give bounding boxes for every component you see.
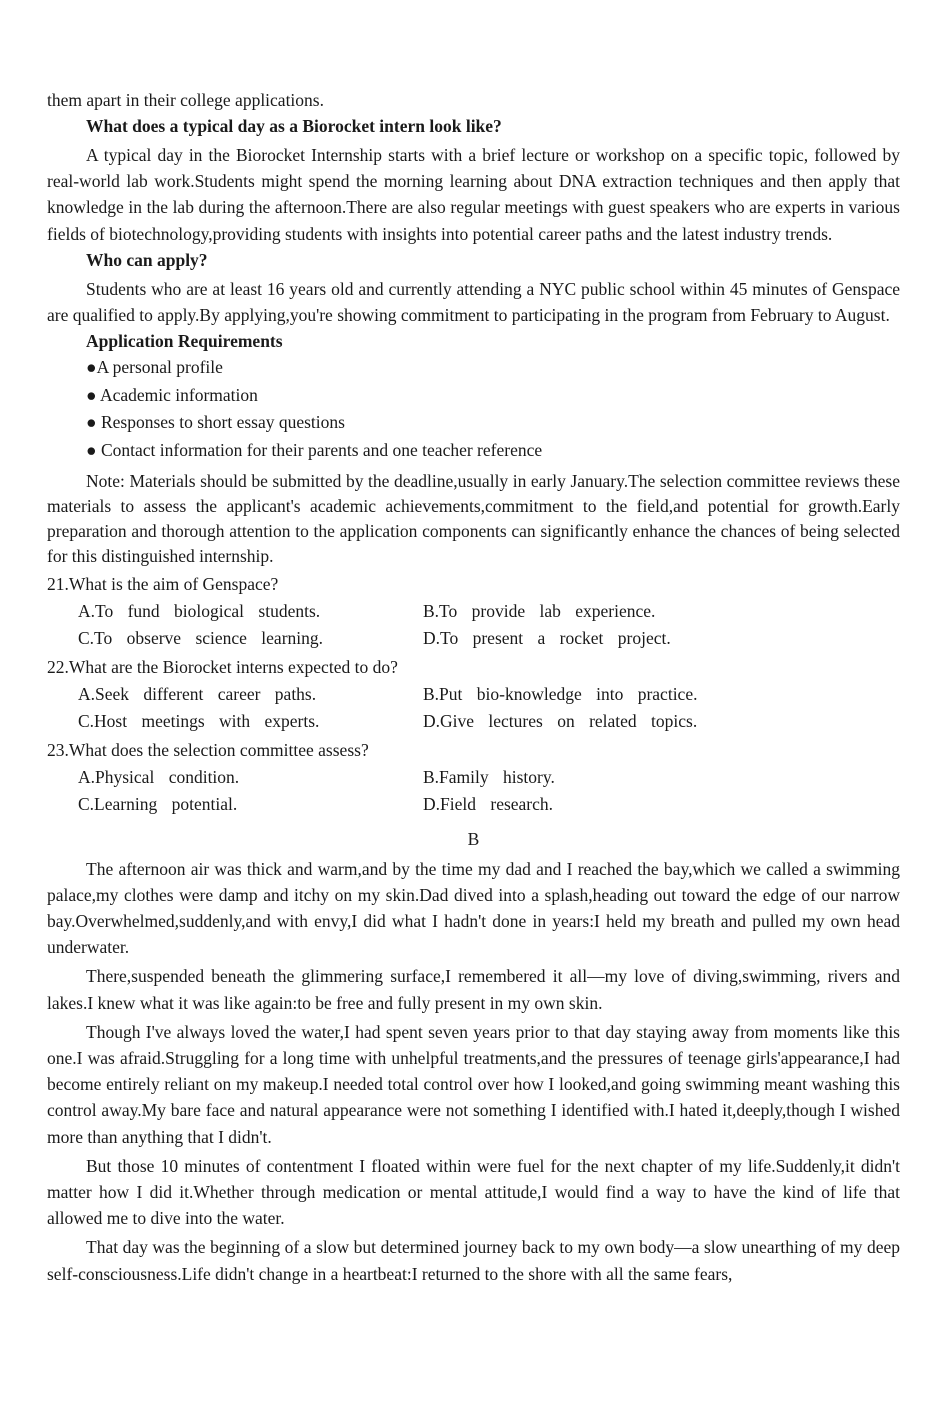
option-a: A.Physical condition. <box>78 766 240 787</box>
typical-day-heading: What does a typical day as a Biorocket intern look like? <box>86 116 502 136</box>
intro-fragment: them apart in their college applications. <box>47 90 324 110</box>
option-c: C.Host meetings with experts. <box>78 710 320 731</box>
option-a: A.To fund biological students. <box>78 600 321 621</box>
option-d: D.To present a rocket project. <box>423 627 671 648</box>
requirement-item: ●A personal profile <box>86 357 223 378</box>
option-b: B.To provide lab experience. <box>423 600 656 621</box>
question-stem: 23.What does the selection committee assess? <box>47 739 369 760</box>
options-row <box>47 598 900 625</box>
requirements-note: Note: Materials should be submitted by the deadline,usually in early January.The selection committee reviews these materials to assess the applicant's academic achievements,commitment to the field,and potential for growth.Early preparation and thorough attention to the application components can significantly enhance the chances of being selected for this distinguished internship. <box>47 470 900 566</box>
question-22 <box>47 654 900 735</box>
options-row <box>47 791 900 818</box>
options-row <box>47 625 900 652</box>
question-stem: 22.What are the Biorocket interns expected to do? <box>47 656 398 677</box>
document-page <box>47 87 900 1287</box>
passage-b-paragraph: But those 10 minutes of contentment I floated within were fuel for the next chapter of my life.Suddenly,it didn't matter how I did it.Whether through medication or mental attitude,I would find a way to have the kind of life that allowed me to dive into the water. <box>47 1155 900 1229</box>
option-d: D.Give lectures on related topics. <box>423 710 698 731</box>
passage-b-paragraph: That day was the beginning of a slow but determined journey back to my own body—a slow unearthing of my deep self-consciousness.Life didn't change in a heartbeat:I returned to the shore with all the same fears, <box>47 1237 900 1284</box>
option-b: B.Family history. <box>423 766 555 787</box>
section-b-label: B <box>467 828 480 849</box>
typical-day-body: A typical day in the Biorocket Internship starts with a brief lecture or workshop on a specific topic, followed by real-world lab work.Students might spend the morning learning about DNA extraction techniques and then apply that knowledge in the lab during the afternoon.There are also regular meetings with guest speakers who are experts in various fields of biotechnology,providing students with insights into potential career paths and the latest industry trends. <box>47 145 900 244</box>
requirement-item: ● Contact information for their parents and one teacher reference <box>86 440 543 460</box>
requirement-item: ● Academic information <box>86 384 258 405</box>
options-row <box>47 708 900 735</box>
option-c: C.To observe science learning. <box>78 627 324 648</box>
passage-b-paragraph: There,suspended beneath the glimmering surface,I remembered it all—my love of diving,swimming, rivers and lakes.I knew what it was like again:to be free and fully present in my own skin. <box>47 966 900 1013</box>
option-c: C.Learning potential. <box>78 793 238 814</box>
option-d: D.Field research. <box>423 793 554 814</box>
question-21 <box>47 571 900 652</box>
who-can-apply-body: Students who are at least 16 years old and currently attending a NYC public school within 45 minutes of Genspace are qualified to apply.By applying,you're showing commitment to participating in the program from February to August. <box>47 278 900 326</box>
option-a: A.Seek different career paths. <box>78 683 317 704</box>
option-b: B.Put bio-knowledge into practice. <box>423 683 698 704</box>
options-row <box>47 681 900 708</box>
options-row <box>47 764 900 791</box>
requirement-item: ● Responses to short essay questions <box>86 412 345 433</box>
question-23 <box>47 737 900 818</box>
question-stem: 21.What is the aim of Genspace? <box>47 573 279 594</box>
requirements-heading: Application Requirements <box>86 331 283 352</box>
passage-b-paragraph: Though I've always loved the water,I had spent seven years prior to that day staying away from moments like this one.I was afraid.Struggling for a long time with unhelpful treatments,and the pressures of teenage girls'appearance,I had become entirely reliant on my makeup.I needed total control over how I looked,and going swimming meant washing this control away.My bare face and natural appearance were not something I identified with.I hated it,deeply,though I wished more than anything that I didn't. <box>47 1021 900 1147</box>
who-can-apply-heading: Who can apply? <box>86 249 208 270</box>
passage-b-paragraph: The afternoon air was thick and warm,and by the time my dad and I reached the bay,which we called a swimming palace,my clothes were damp and itchy on my skin.Dad dived into a splash,heading out toward the edge of our narrow bay.Overwhelmed,suddenly,and with envy,I did what I hadn't done in years:I held my breath and pulled my own head underwater. <box>47 858 900 958</box>
